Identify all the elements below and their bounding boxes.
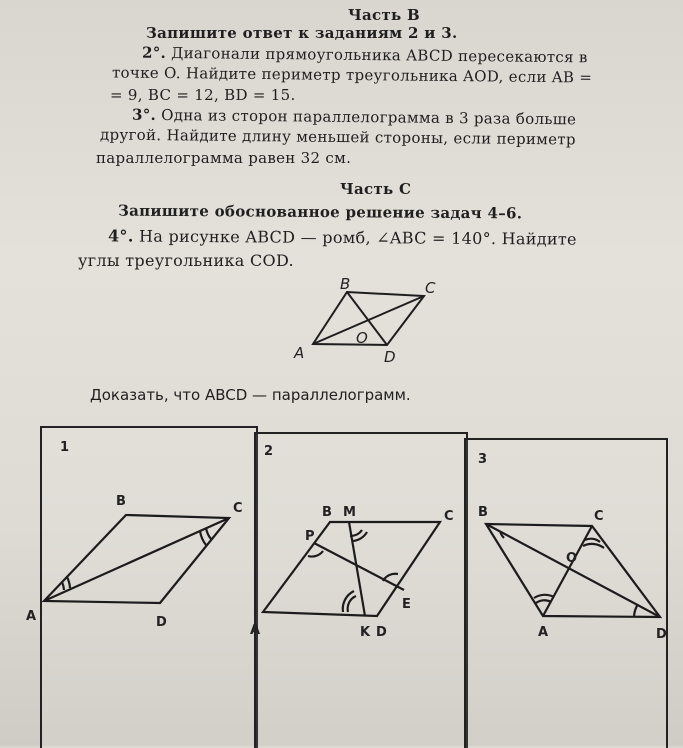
figure-3-diagonal-bd: [486, 524, 660, 617]
figure-2-label-a: A: [250, 623, 261, 638]
figure-3-angle-c-arc2: [583, 544, 604, 548]
part-c-title: Часть С: [340, 180, 412, 198]
figure-3-label-o: O: [566, 551, 578, 566]
figure-1-label-a: A: [26, 609, 37, 624]
figure-1-diagonal: [44, 518, 229, 601]
figure-3-angle-a-arc1: [536, 600, 551, 603]
figure-2-label-p: P: [305, 529, 315, 544]
figure-2-angle-p-arc: [308, 551, 323, 557]
figure-1-label-d: D: [156, 615, 167, 630]
figure-2-label-m: M: [343, 505, 356, 520]
figure-2-label-d: D: [376, 625, 387, 640]
task3-text-1: Одна из сторон параллелограмма в 3 раза больше: [161, 105, 577, 129]
figure-1-angle-a-arc1: [62, 582, 64, 590]
figure-3-label-c: C: [594, 509, 604, 524]
rhombus-label-c: C: [425, 279, 436, 297]
figure-3-label-a: A: [538, 625, 549, 640]
figure-1-label-b: B: [116, 494, 126, 509]
part-c-instruction: Запишите обоснованное решение задач 4–6.: [117, 201, 523, 223]
figure-1-number: 1: [60, 440, 70, 455]
figure-1-angle-c-arc1: [206, 528, 211, 539]
figure-2-label-k: K: [360, 625, 371, 640]
figure-3-angle-c-arc1: [585, 539, 600, 542]
part-b-instruction: Запишите ответ к заданиям 2 и 3.: [146, 24, 458, 42]
prove-statement: Доказать, что ABCD — параллелограмм.: [90, 386, 411, 404]
task2-number: 2°.: [141, 43, 167, 62]
figure-2-number: 2: [264, 444, 274, 459]
figure-3-angle-a-arc2: [534, 595, 554, 598]
figure-1-angle-a-arc2: [67, 577, 70, 588]
figure-3-number: 3: [478, 452, 488, 467]
task2-line2: точке O. Найдите периметр треугольника AOD, если AB =: [111, 63, 593, 87]
task4-number: 4°.: [107, 226, 134, 246]
figure-3-angle-d-arc: [634, 604, 638, 617]
figure-3-label-b: B: [478, 505, 488, 520]
task3-line3: параллелограмма равен 32 см.: [96, 149, 352, 167]
rhombus-label-b: B: [340, 275, 351, 293]
figure-2-label-b: B: [322, 505, 332, 520]
figure-1-label-c: C: [233, 501, 243, 516]
task4-text-1: На рисунке ABCD — ромб, ∠ABC = 140°. Найдите: [138, 226, 577, 249]
rhombus-label-o: O: [356, 329, 368, 347]
task3-number: 3°.: [131, 105, 157, 124]
task2-line3: = 9, BC = 12, BD = 15.: [110, 86, 296, 104]
figure-2-label-c: C: [444, 509, 454, 524]
figure-3-label-d: D: [656, 627, 667, 642]
part-b-title: Часть В: [348, 6, 421, 24]
task4-line2: углы треугольника COD.: [78, 251, 294, 270]
figure-2-angle-k-arc1: [348, 596, 356, 612]
figure-1-angle-c-arc2: [200, 531, 206, 545]
task3-line2: другой. Найдите длину меньшей стороны, если периметр: [99, 125, 576, 149]
task2-text-1: Диагонали прямоугольника ABCD пересекаются в: [171, 43, 588, 67]
rhombus-label-a: A: [294, 344, 305, 362]
rhombus-label-d: D: [384, 348, 396, 366]
figure-2-label-e: E: [402, 597, 411, 612]
